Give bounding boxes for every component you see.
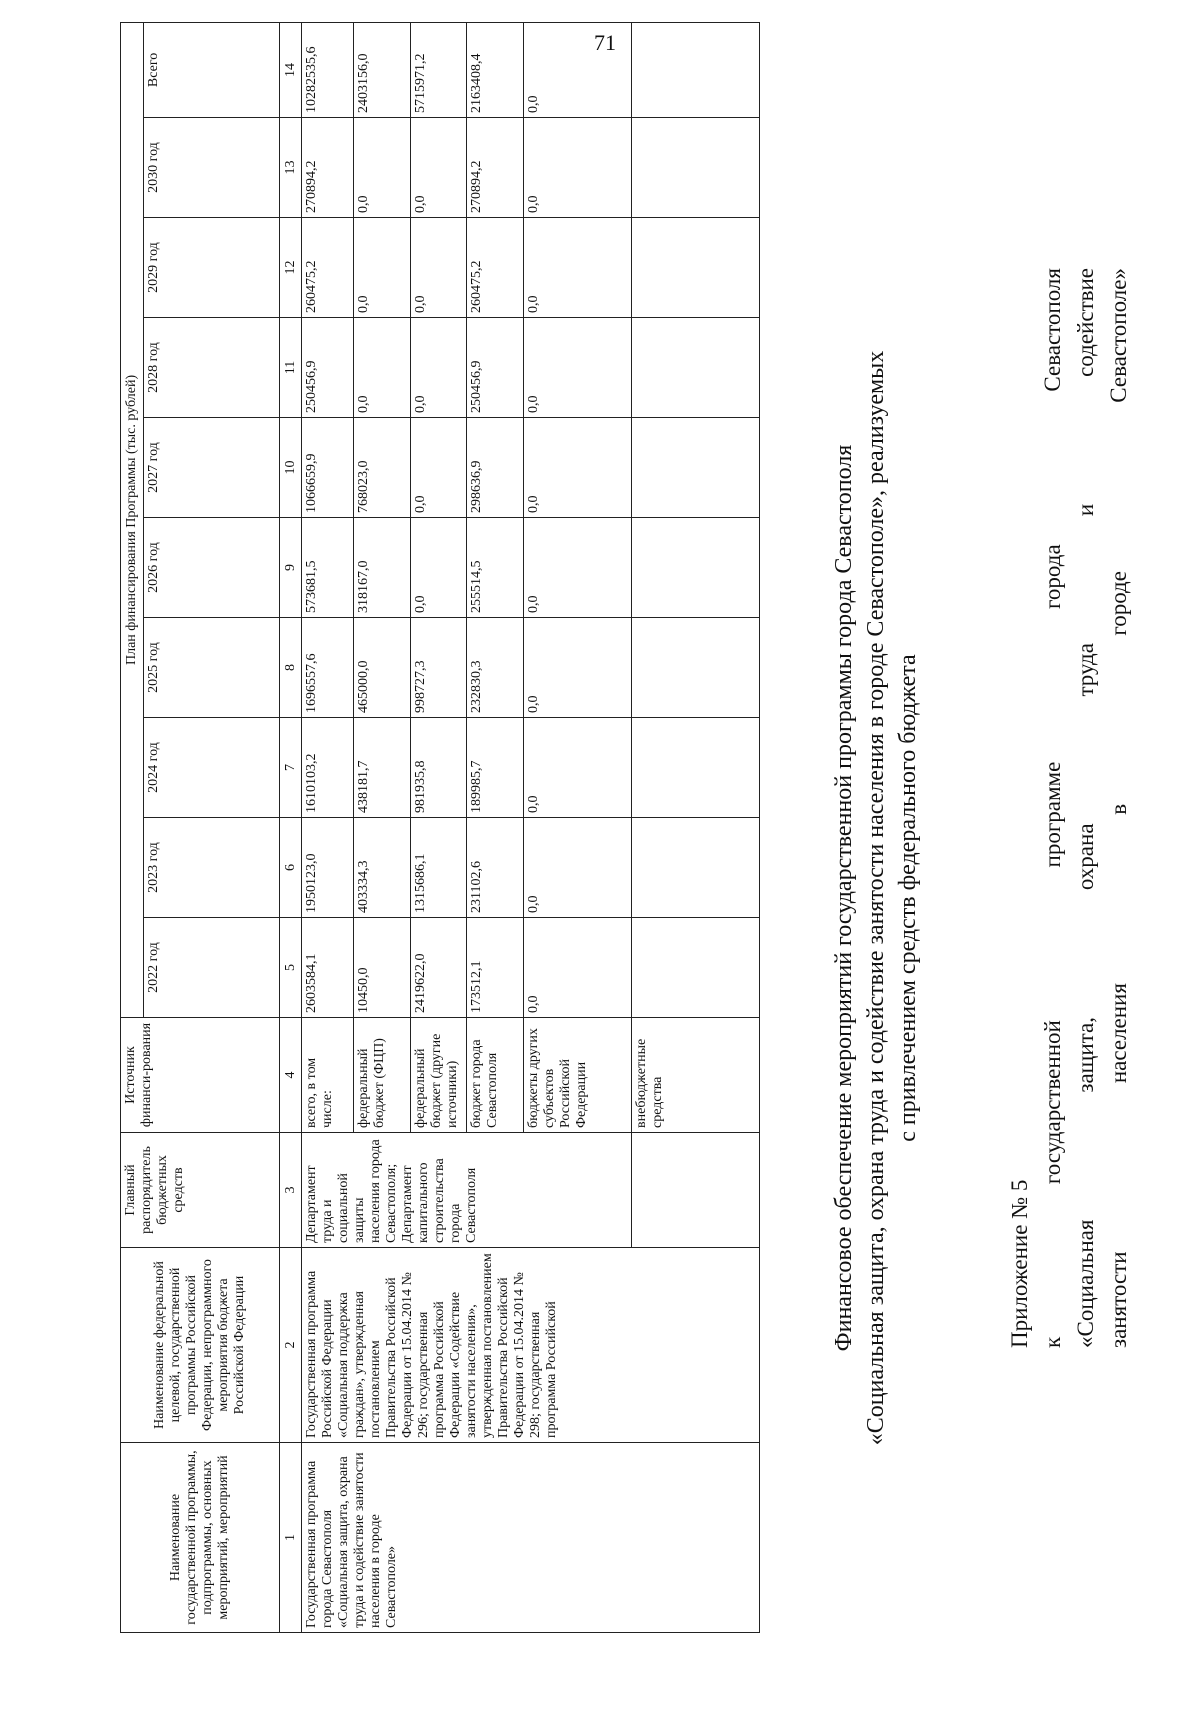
appendix-line-2: «Социальная защита, охрана труда и содействие bbox=[1073, 268, 1098, 1348]
value-cell-total: 2403156,0 bbox=[353, 22, 410, 117]
value-cell: 1610103,2 bbox=[302, 718, 354, 818]
value-cell: 250456,9 bbox=[302, 318, 354, 418]
value-cell: 0,0 bbox=[523, 118, 631, 218]
value-cell: 2603584,1 bbox=[302, 918, 354, 1018]
column-number: 4 bbox=[279, 1018, 302, 1133]
value-cell: 0,0 bbox=[523, 418, 631, 518]
program-name-cell: Государственная программа города Севастополя «Социальная защита, охрана труда и содействие занятости населения в городе Севастополе» bbox=[302, 1443, 760, 1633]
value-cell: 438181,7 bbox=[353, 718, 410, 818]
value-cell bbox=[632, 518, 760, 618]
header-federal-program: Наименование федеральной целевой, государственной программы Российской Федерации, непрограммного мероприятия бюджета Российской Федерации bbox=[121, 1248, 280, 1443]
financing-table bbox=[120, 22, 760, 1633]
header-year: 2027 год bbox=[143, 418, 279, 518]
value-cell bbox=[632, 418, 760, 518]
value-cell bbox=[632, 918, 760, 1018]
column-number: 3 bbox=[279, 1133, 302, 1248]
distributor-cell: Департамент труда и социальной защиты населения города Севастополя; Департамент капитального строительства города Севастополя bbox=[302, 1133, 632, 1248]
value-cell: 270894,2 bbox=[467, 118, 524, 218]
header-total: Всего bbox=[143, 22, 279, 117]
column-number: 11 bbox=[279, 318, 302, 418]
appendix-line-3: занятости населения в городе Севастополе» bbox=[1106, 268, 1131, 1348]
column-number: 7 bbox=[279, 718, 302, 818]
value-cell: 0,0 bbox=[353, 118, 410, 218]
value-cell: 1315686,1 bbox=[410, 818, 467, 918]
value-cell-total bbox=[632, 22, 760, 117]
value-cell: 0,0 bbox=[523, 918, 631, 1018]
value-cell: 318167,0 bbox=[353, 518, 410, 618]
header-program-name: Наименование государственной программы, подпрограммы, основных мероприятий, мероприятий bbox=[121, 1443, 280, 1633]
source-cell: внебюджетные средства bbox=[632, 1018, 760, 1133]
header-year: 2029 год bbox=[143, 218, 279, 318]
appendix-line-1: к государственной программе города Севастополя bbox=[1040, 268, 1065, 1348]
page-number: 71 bbox=[594, 30, 616, 55]
header-year: 2028 год bbox=[143, 318, 279, 418]
value-cell: 1950123,0 bbox=[302, 818, 354, 918]
value-cell: 573681,5 bbox=[302, 518, 354, 618]
value-cell: 0,0 bbox=[410, 418, 467, 518]
value-cell: 232830,3 bbox=[467, 618, 524, 718]
header-year: 2022 год bbox=[143, 918, 279, 1018]
value-cell bbox=[632, 318, 760, 418]
value-cell: 10450,0 bbox=[353, 918, 410, 1018]
source-cell: федеральный бюджет (другие источники) bbox=[410, 1018, 467, 1133]
value-cell: 0,0 bbox=[523, 618, 631, 718]
value-cell-total: 0,0 bbox=[523, 22, 631, 117]
value-cell: 173512,1 bbox=[467, 918, 524, 1018]
value-cell-total: 2163408,4 bbox=[467, 22, 524, 117]
source-cell: всего, в том числе: bbox=[302, 1018, 354, 1133]
value-cell: 1066659,9 bbox=[302, 418, 354, 518]
header-distributor: Главный распорядитель бюджетных средств bbox=[121, 1133, 280, 1248]
column-number: 14 bbox=[279, 22, 302, 117]
document-heading-line-1: Финансовое обеспечение мероприятий государственной программы города Севастополя bbox=[831, 444, 857, 1352]
value-cell: 0,0 bbox=[410, 318, 467, 418]
value-cell: 0,0 bbox=[410, 218, 467, 318]
header-year: 2025 год bbox=[143, 618, 279, 718]
value-cell: 260475,2 bbox=[467, 218, 524, 318]
column-number: 13 bbox=[279, 118, 302, 218]
value-cell-total: 5715971,2 bbox=[410, 22, 467, 117]
value-cell bbox=[632, 718, 760, 818]
value-cell: 403334,3 bbox=[353, 818, 410, 918]
header-year: 2023 год bbox=[143, 818, 279, 918]
value-cell: 250456,9 bbox=[467, 318, 524, 418]
value-cell: 0,0 bbox=[523, 218, 631, 318]
value-cell: 0,0 bbox=[523, 818, 631, 918]
value-cell: 0,0 bbox=[523, 718, 631, 818]
source-cell: бюджеты других субъектов Российской Федерации bbox=[523, 1018, 631, 1133]
value-cell: 0,0 bbox=[353, 318, 410, 418]
header-year: 2024 год bbox=[143, 718, 279, 818]
value-cell: 0,0 bbox=[353, 218, 410, 318]
value-cell: 260475,2 bbox=[302, 218, 354, 318]
value-cell: 231102,6 bbox=[467, 818, 524, 918]
document-heading-line-2: «Социальная защита, охрана труда и содействие занятости населения в городе Севастополе», реализуемых bbox=[863, 350, 889, 1446]
column-number: 2 bbox=[279, 1248, 302, 1443]
column-number: 12 bbox=[279, 218, 302, 318]
value-cell: 981935,8 bbox=[410, 718, 467, 818]
value-cell: 298636,9 bbox=[467, 418, 524, 518]
value-cell: 0,0 bbox=[410, 518, 467, 618]
column-number: 8 bbox=[279, 618, 302, 718]
value-cell: 270894,2 bbox=[302, 118, 354, 218]
column-number: 10 bbox=[279, 418, 302, 518]
header-year: 2026 год bbox=[143, 518, 279, 618]
value-cell: 1696557,6 bbox=[302, 618, 354, 718]
federal-program-cell: Государственная программа Российской Федерации «Социальная поддержка граждан», утвержденная постановлением Правительства Российской Федерации от 15.04.2014 № 296; государственная программа Российской Федерации «Содействие занятости населения», утвержденная постановлением Правительства Российской Федерации от 15.04.2014 № 298; государственная программа Российской bbox=[302, 1248, 760, 1443]
column-number: 6 bbox=[279, 818, 302, 918]
value-cell: 465000,0 bbox=[353, 618, 410, 718]
column-number: 9 bbox=[279, 518, 302, 618]
value-cell: 255514,5 bbox=[467, 518, 524, 618]
header-financing-plan: План финансирования Программы (тыс. рублей) bbox=[121, 22, 144, 1017]
value-cell bbox=[632, 618, 760, 718]
table-row bbox=[302, 22, 354, 1632]
source-cell: федеральный бюджет (ФЦП) bbox=[353, 1018, 410, 1133]
distributor-cell-empty bbox=[632, 1133, 760, 1248]
value-cell bbox=[632, 218, 760, 318]
value-cell: 0,0 bbox=[523, 518, 631, 618]
column-number: 5 bbox=[279, 918, 302, 1018]
source-cell: бюджет города Севастополя bbox=[467, 1018, 524, 1133]
header-year: 2030 год bbox=[143, 118, 279, 218]
value-cell: 998727,3 bbox=[410, 618, 467, 718]
header-source: Источник финанси-рования bbox=[121, 1018, 280, 1133]
value-cell bbox=[632, 818, 760, 918]
value-cell bbox=[632, 118, 760, 218]
column-number: 1 bbox=[279, 1443, 302, 1633]
value-cell-total: 10282535,6 bbox=[302, 22, 354, 117]
value-cell: 2419622,0 bbox=[410, 918, 467, 1018]
document-heading-line-3: с привлечением средств федерального бюджета bbox=[895, 654, 921, 1142]
value-cell: 0,0 bbox=[410, 118, 467, 218]
appendix-title: Приложение № 5 bbox=[1007, 1179, 1032, 1348]
value-cell: 189985,7 bbox=[467, 718, 524, 818]
value-cell: 0,0 bbox=[523, 318, 631, 418]
value-cell: 768023,0 bbox=[353, 418, 410, 518]
